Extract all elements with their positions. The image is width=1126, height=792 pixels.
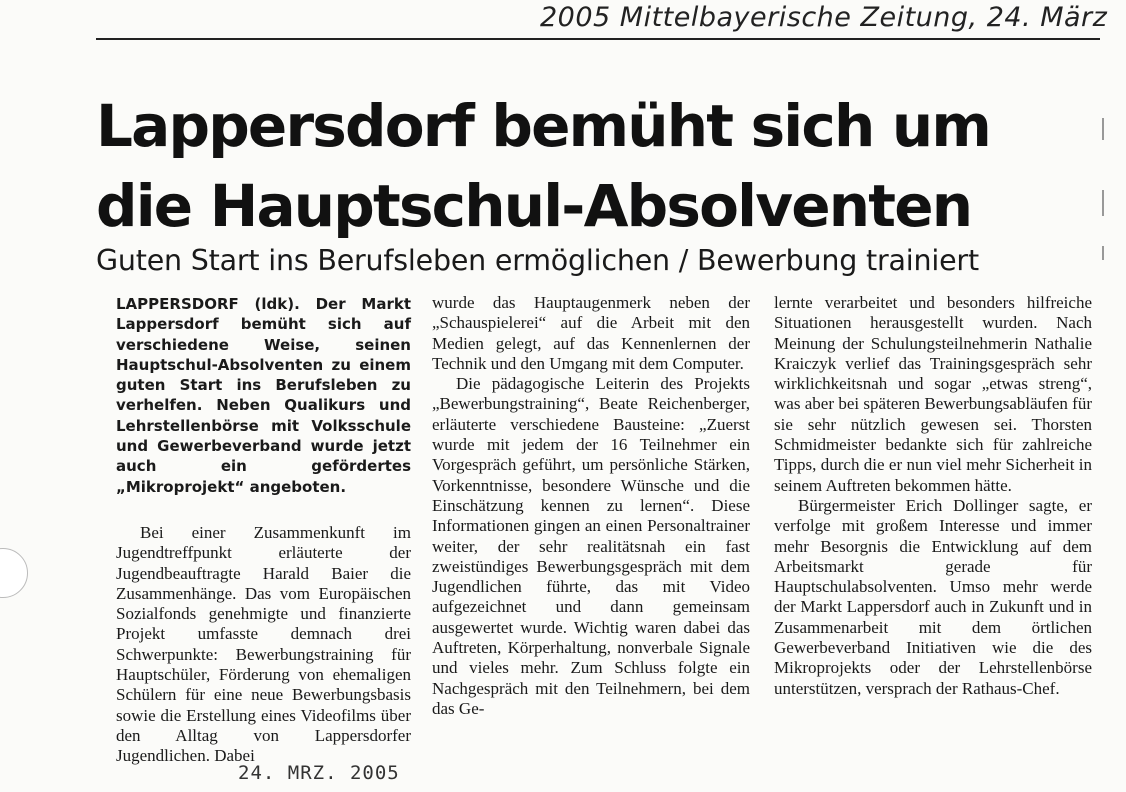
margin-mark: [1102, 246, 1104, 260]
date-stamp: 24. MRZ. 2005: [238, 762, 400, 784]
top-rule: [96, 38, 1100, 40]
body-paragraph: lernte verarbeitet und besonders hilfreiche Situationen herausgestellt wurden. Nach Meinung der Schulungsteilnehmerin Nathalie Kraiczyk verlief das Trainingsgespräch sehr wirklichkeitsnah und sogar „etwas streng“, was aber bei späteren Bewerbungsabläufen für sie sehr nützlich gewesen sei. Thorsten Schmidmeister bedankte sich für zahlreiche Tipps, durch die er nun viel mehr Sicherheit in seinem Auftreten bekommen hätte.: [774, 293, 1092, 495]
headline-line-2: die Hauptschul-Absolventen: [96, 172, 972, 240]
subheadline: Guten Start ins Berufsleben ermöglichen / Bewerbung trainiert: [96, 244, 979, 277]
column-2: [432, 293, 750, 719]
body-paragraph: Bürgermeister Erich Dollinger sagte, er verfolge mit großem Interesse und immer mehr Besorgnis die Entwicklung auf dem Arbeitsmarkt gerade für Hauptschulabsolventen. Umso mehr werde der Markt Lappersdorf auch in Zukunft und in Zusammenarbeit mit dem örtlichen Gewerbeverband Initiativen wie die des Mikroprojekts oder der Lehrstellenbörse unterstützen, versprach der Rathaus-Chef.: [774, 495, 1092, 698]
handwritten-source-note: 2005 Mittelbayerische Zeitung, 24. März: [540, 2, 1108, 33]
headline-line-1: Lappersdorf bemüht sich um: [96, 92, 990, 160]
body-paragraph: Die pädagogische Leiterin des Projekts „Bewerbungstraining“, Beate Reichenberger, erläuterte verschiedene Bausteine: „Zuerst wurde mit jedem der 16 Teilnehmer ein Vorgespräch geführt, um persönliche Stärken, Vorkenntnisse, besondere Wünsche und die Einschätzung kennen zu lernen“. Diese Informationen gingen an einen Personaltrainer weiter, der sehr realitätsnah ein fast zweistündiges Bewerbungsgespräch mit dem Jugendlichen führte, das mit Video aufgezeichnet und dann gemeinsam ausgewertet wurde. Wichtig waren dabei das Auftreten, Körperhaltung, nonverbale Signale und vieles mehr. Zum Schluss folgte ein Nachgespräch mit den Teilnehmern, bei dem das Ge-: [432, 374, 750, 718]
column-3: [774, 293, 1092, 699]
body-paragraph: Bei einer Zusammenkunft im Jugendtreffpunkt erläuterte der Jugendbeauftragte Harald Baier die Zusammenhänge. Das vom Europäischen Sozialfonds genehmigte und finanzierte Projekt umfasste demnach drei Schwerpunkte: Bewerbungstraining für Hauptschüler, Förderung von ehemaligen Schülern für eine neue Bewerbungsbasis sowie die Erstellung eines Videofilms über den Alltag von Lappersdorfer Jugendlichen. Dabei: [116, 522, 411, 766]
headline: [96, 86, 990, 246]
lead-paragraph: LAPPERSDORF (ldk). Der Markt Lappersdorf bemüht sich auf verschiedene Weise, seinen Hauptschul-Absolventen zu einem guten Start ins Berufsleben zu verhelfen. Neben Qualikurs und Lehrstellenbörse mit Volksschule und Gewerbeverband wurde jetzt auch ein gefördertes „Mikroprojekt“ angeboten.: [116, 295, 411, 496]
body-paragraph: wurde das Hauptaugenmerk neben der „Schauspielerei“ auf die Arbeit mit den Medien gelegt, auf das Kennenlernen der Technik und den Umgang mit dem Computer.: [432, 293, 750, 373]
margin-mark: [1102, 190, 1104, 216]
margin-mark: [1102, 118, 1104, 140]
column-1: [116, 294, 411, 767]
punch-hole: [0, 548, 28, 598]
